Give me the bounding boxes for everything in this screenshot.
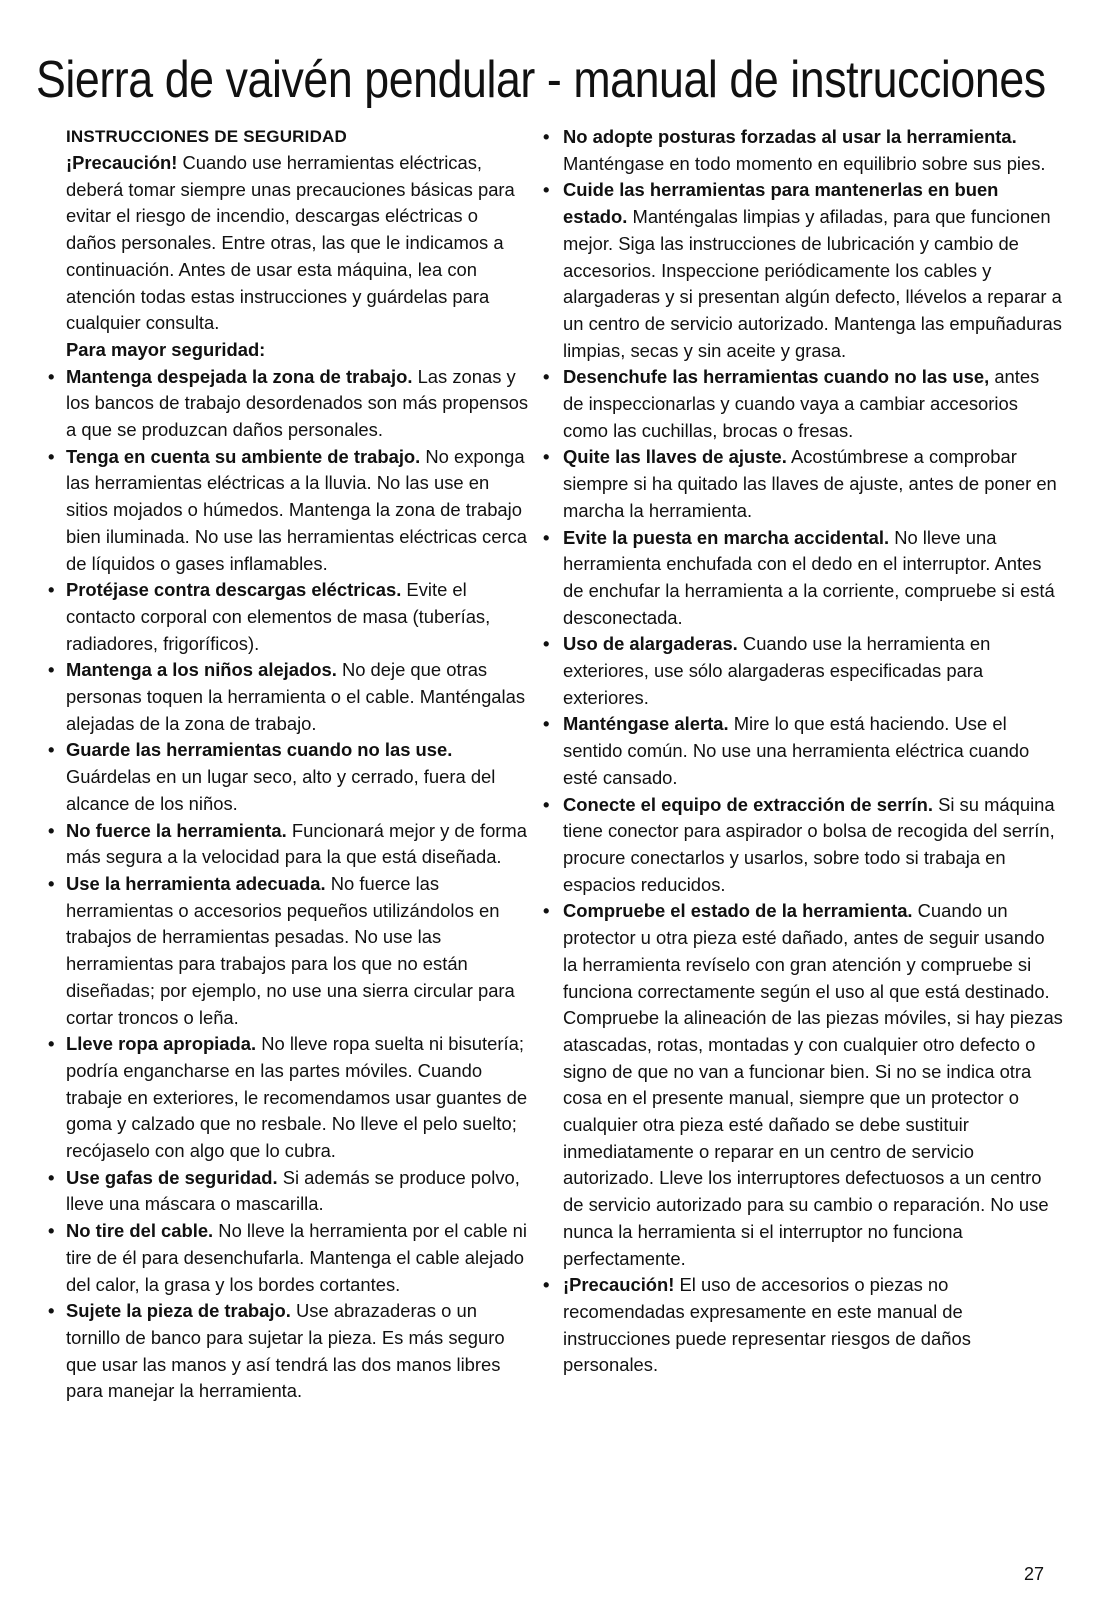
intro-text: Cuando use herramientas eléctricas, deberá tomar siempre unas precauciones básicas para evitar el riesgo de incendio, descargas eléctricas o daños personales. Entre otras, las que le indicamos a continuación. Antes de usar esta máquina, lea con atención todas estas instrucciones y guárdelas para cualquier consulta. bbox=[66, 152, 515, 334]
item-lead: Sujete la pieza de trabajo. bbox=[66, 1300, 291, 1322]
item-text: Manténgalas limpias y afiladas, para que funcionen mejor. Siga las instrucciones de lubricación y cambio de accesorios. Inspeccione periódicamente los cables y alargaderas y si presentan algún defecto, llévelos a reparar a un centro de servicio autorizado. Mantenga las empuñaduras limpias, secas y sin aceite y grasa. bbox=[563, 206, 1062, 361]
item-lead: ¡Precaución! bbox=[563, 1274, 675, 1296]
item-text: Mire lo que está haciendo. Use el sentido común. No use una herramienta eléctrica cuando esté cansado. bbox=[563, 713, 1030, 788]
item-lead: Cuide las herramientas para mantenerlas en buen estado. bbox=[563, 179, 999, 228]
item-lead: No tire del cable. bbox=[66, 1220, 214, 1242]
list-item bbox=[563, 631, 1063, 711]
item-text: Acostúmbrese a comprobar siempre si ha quitado las llaves de ajuste, antes de poner en marcha la herramienta. bbox=[563, 446, 1057, 521]
left-bullet-list bbox=[66, 364, 532, 1405]
item-lead: Desenchufe las herramientas cuando no las use, bbox=[563, 366, 990, 388]
item-lead: Tenga en cuenta su ambiente de trabajo. bbox=[66, 445, 421, 467]
list-item bbox=[563, 364, 1063, 444]
item-text: No exponga las herramientas eléctricas a la lluvia. No las use en sitios mojados o húmedos. Mantenga la zona de trabajo bien iluminada. No use las herramientas eléctricas cerca de líquidos o gases inflamables. bbox=[66, 445, 528, 574]
item-lead: Use la herramienta adecuada. bbox=[66, 872, 326, 894]
item-text: No fuerce las herramientas o accesorios pequeños utilizándolos en trabajos de herramientas pesadas. No use las herramientas para trabajos para los que no están diseñadas; por ejemplo, no use una sierra circular para cortar troncos o leña. bbox=[66, 872, 515, 1028]
item-text: Si además se produce polvo, lleve una máscara o mascarilla. bbox=[66, 1166, 520, 1215]
item-text: No deje que otras personas toquen la herramienta o el cable. Manténgalas alejadas de la zona de trabajo. bbox=[66, 659, 526, 734]
item-lead: Guarde las herramientas cuando no las use. bbox=[66, 739, 453, 761]
item-lead: Lleve ropa apropiada. bbox=[66, 1033, 257, 1055]
right-column bbox=[563, 124, 1063, 1379]
subheading: Para mayor seguridad: bbox=[66, 338, 266, 360]
item-text: No lleve una herramienta enchufada con el dedo en el interruptor. Antes de enchufar la herramienta a la corriente, compruebe si está desconectada. bbox=[563, 526, 1055, 628]
item-lead: Uso de alargaderas. bbox=[563, 633, 738, 655]
list-item bbox=[66, 1218, 532, 1298]
item-text: Si su máquina tiene conector para aspirador o bolsa de recogida del serrín, procure conectarlos y usarlos, sobre todo si trabaja en espacios reducidos. bbox=[563, 793, 1055, 895]
list-item bbox=[563, 792, 1063, 899]
item-text: Evite el contacto corporal con elementos de masa (tuberías, radiadores, frigoríficos). bbox=[66, 579, 491, 654]
item-text: Funcionará mejor y de forma más segura a la velocidad para la que está diseñada. bbox=[66, 819, 527, 868]
item-lead: Mantenga despejada la zona de trabajo. bbox=[66, 365, 413, 387]
list-item bbox=[563, 177, 1063, 364]
item-lead: Use gafas de seguridad. bbox=[66, 1166, 278, 1188]
item-text: Cuando use la herramienta en exteriores, use sólo alargaderas especificadas para exteriores. bbox=[563, 633, 991, 708]
item-text: Guárdelas en un lugar seco, alto y cerrado, fuera del alcance de los niños. bbox=[66, 766, 496, 814]
item-lead: Protéjase contra descargas eléctricas. bbox=[66, 579, 402, 601]
item-text: Cuando un protector u otra pieza esté dañado, antes de seguir usando la herramienta revíselo con gran atención y compruebe si funciona correctamente según el uso al que está destinado. Compruebe la alineación de las piezas móviles, si hay piezas atascadas, rotas, montadas y con cualquier otro defecto o signo de que no van a funcionar bien. Si no se indica otra cosa en el presente manual, siempre que un protector o cualquier otra pieza esté dañado se debe sustituir inmediatamente o reparar en un centro de servicio autorizado. Lleve los interruptores defectuosos a un centro de servicio autorizado para su cambio o reparación. No use nunca la herramienta si el interruptor no funciona perfectamente. bbox=[563, 900, 1063, 1269]
list-item bbox=[563, 444, 1063, 524]
item-text: antes de inspeccionarlas y cuando vaya a cambiar accesorios como las cuchillas, brocas o fresas. bbox=[563, 366, 1040, 441]
page-number: 27 bbox=[1023, 1564, 1044, 1584]
list-item bbox=[563, 124, 1063, 177]
list-item bbox=[66, 1165, 532, 1218]
list-item bbox=[66, 364, 532, 444]
right-bullet-list bbox=[563, 124, 1063, 1379]
item-text: El uso de accesorios o piezas no recomendadas expresamente en este manual de instrucciones puede representar riesgos de daños personales. bbox=[563, 1274, 971, 1376]
list-item bbox=[66, 444, 532, 578]
list-item bbox=[66, 577, 532, 657]
item-lead: Manténgase alerta. bbox=[563, 713, 729, 735]
section-heading: INSTRUCCIONES DE SEGURIDAD bbox=[66, 127, 348, 146]
list-item bbox=[563, 898, 1063, 1272]
list-item bbox=[66, 657, 532, 737]
item-lead: No adopte posturas forzadas al usar la herramienta. bbox=[563, 126, 1017, 147]
list-item bbox=[563, 711, 1063, 791]
item-lead: Evite la puesta en marcha accidental. bbox=[563, 526, 890, 548]
list-item bbox=[563, 525, 1063, 632]
list-item bbox=[66, 737, 532, 817]
left-column bbox=[66, 124, 532, 1405]
item-lead: Mantenga a los niños alejados. bbox=[66, 659, 337, 681]
item-text: No lleve la herramienta por el cable ni tire de él para desenchufarla. Mantenga el cable alejado del calor, la grasa y los bordes cortantes. bbox=[66, 1220, 527, 1295]
page-title: Sierra de vaivén pendular - manual de instrucciones bbox=[36, 51, 1046, 109]
item-lead: Compruebe el estado de la herramienta. bbox=[563, 900, 913, 922]
list-item bbox=[66, 818, 532, 871]
list-item bbox=[66, 871, 532, 1031]
list-item bbox=[66, 1031, 532, 1165]
item-lead: No fuerce la herramienta. bbox=[66, 819, 287, 841]
item-text: No lleve ropa suelta ni bisutería; podría engancharse en las partes móviles. Cuando trabaje en exteriores, le recomendamos usar guantes de goma y calzado que no resbale. No lleve el pelo suelto; recójaselo con algo que lo cubra. bbox=[66, 1033, 528, 1162]
intro-paragraph bbox=[66, 150, 532, 337]
list-item bbox=[66, 1298, 532, 1405]
item-text: Las zonas y los bancos de trabajo desordenados son más propensos a que se produzcan daños personales. bbox=[66, 365, 529, 441]
item-text: Manténgase en todo momento en equilibrio sobre sus pies. bbox=[563, 152, 1046, 174]
intro-lead: ¡Precaución! bbox=[66, 152, 178, 173]
list-item bbox=[563, 1272, 1063, 1379]
item-lead: Conecte el equipo de extracción de serrín. bbox=[563, 793, 933, 815]
item-lead: Quite las llaves de ajuste. bbox=[563, 446, 787, 468]
item-text: Use abrazaderas o un tornillo de banco para sujetar la pieza. Es más seguro que usar las manos y así tendrá las dos manos libres para manejar la herramienta. bbox=[66, 1300, 505, 1402]
